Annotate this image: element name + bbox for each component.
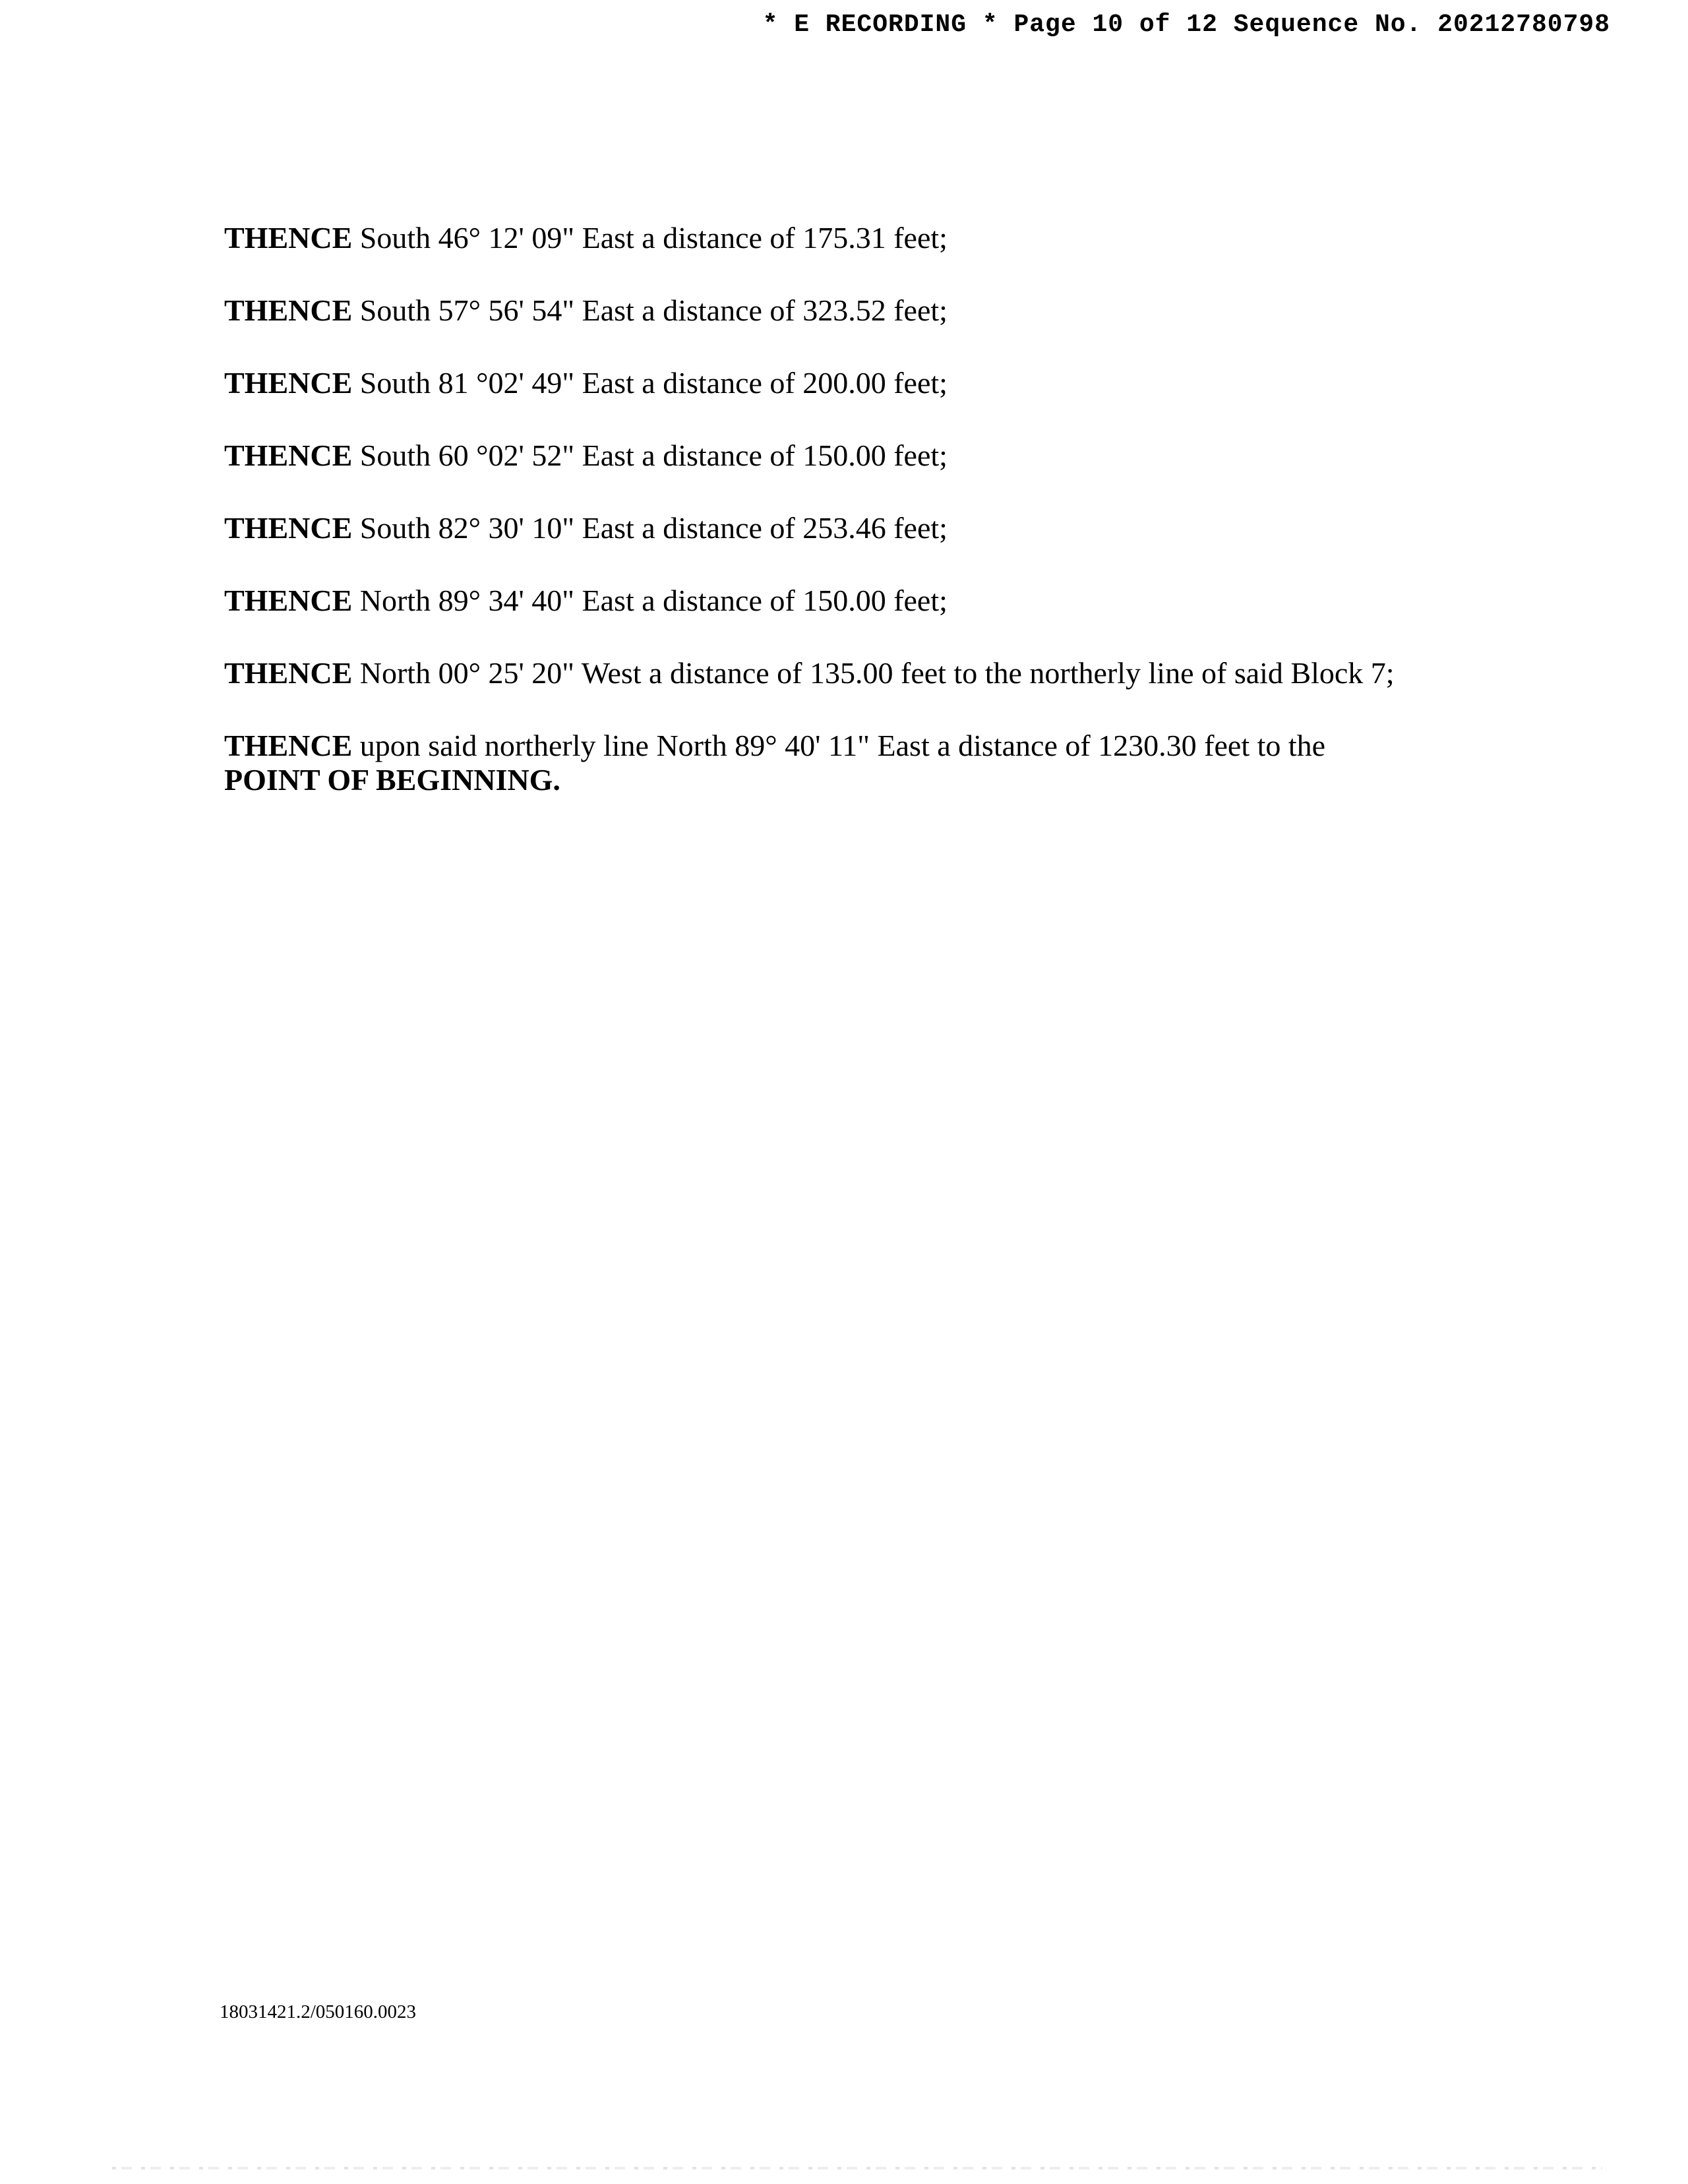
course-keyword: THENCE [224,511,353,545]
point-of-beginning: POINT OF BEGINNING. [224,763,560,797]
scan-artifact-line [112,2167,1602,2169]
course-keyword: THENCE [224,656,353,690]
course-text: South 57° 56' 54" East a distance of 323.52 feet; [359,293,948,327]
document-reference-number: 18031421.2/050160.0023 [220,2001,417,2022]
course-paragraph-final [224,729,1582,797]
course-text: North 00° 25' 20" West a distance of 135.00 feet to the northerly line of said Block 7; [359,656,1395,690]
course-keyword: THENCE [224,729,353,762]
course-text: South 81 °02' 49" East a distance of 200.00 feet; [359,366,948,400]
course-keyword: THENCE [224,439,353,472]
course-paragraph [224,366,1582,400]
course-paragraph [224,511,1582,545]
legal-description [224,221,1582,835]
course-text: South 82° 30' 10" East a distance of 253.46 feet; [359,511,948,545]
course-paragraph [224,293,1582,328]
course-paragraph [224,656,1582,690]
course-text: upon said northerly line North 89° 40' 11" East a distance of 1230.30 feet to the [359,729,1326,762]
course-paragraph [224,584,1582,618]
course-keyword: THENCE [224,366,353,400]
course-text: North 89° 34' 40" East a distance of 150.00 feet; [359,584,948,617]
course-paragraph [224,439,1582,473]
course-keyword: THENCE [224,293,353,327]
course-paragraph [224,221,1582,255]
course-keyword: THENCE [224,221,353,255]
course-text: South 60 °02' 52" East a distance of 150.00 feet; [359,439,948,472]
course-text: South 46° 12' 09" East a distance of 175.31 feet; [359,221,948,255]
recording-header: * E RECORDING * Page 10 of 12 Sequence No. 20212780798 [762,11,1610,39]
course-keyword: THENCE [224,584,353,617]
